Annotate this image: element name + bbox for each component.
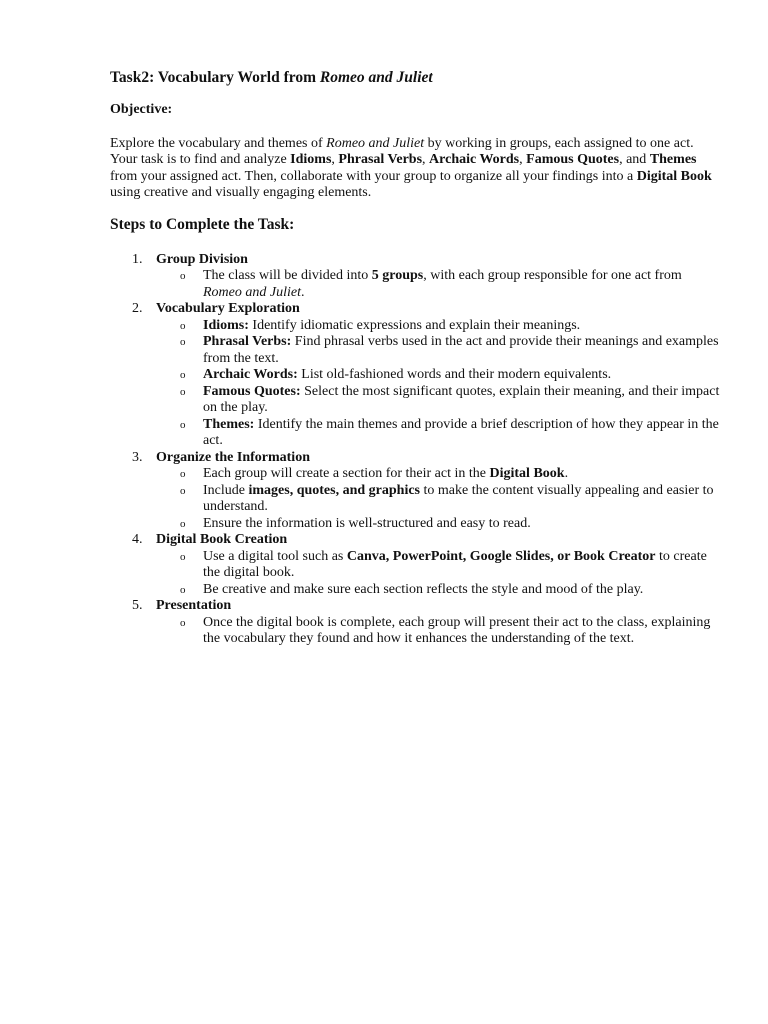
- step-title: Vocabulary Exploration: [156, 301, 300, 316]
- steps-list: [110, 252, 720, 648]
- sub-item: o The class will be divided into 5 groups, with each group responsible for one act from Romeo and Juliet.: [180, 268, 682, 300]
- bullet-icon: o: [180, 336, 186, 348]
- objective-paragraph: Explore the vocabulary and themes of Romeo and Juliet by working in groups, each assigned to one act. Your task is to find and analyze Idioms, Phrasal Verbs, Archaic Words, Famous Quotes, and Themes from your assigned act. Then, collaborate with your group to organize all your findings into a Digital Book using creative and visually engaging elements.: [110, 135, 712, 200]
- sub-list: [156, 615, 720, 648]
- step-number: 4.: [132, 532, 143, 547]
- step-title: Presentation: [156, 598, 232, 613]
- sub-item: o Phrasal Verbs: Find phrasal verbs used in the act and provide their meanings and examples from the text.: [180, 334, 719, 366]
- step-item: [110, 598, 720, 648]
- step-number: 5.: [132, 598, 143, 613]
- page-title: [110, 68, 720, 88]
- sub-list: [156, 549, 720, 599]
- bullet-icon: o: [180, 468, 186, 480]
- step-item: [110, 450, 720, 533]
- sub-item: o Archaic Words: List old-fashioned words and their modern equivalents.: [180, 367, 612, 382]
- document-page: [110, 68, 720, 648]
- step-item: [110, 301, 720, 450]
- bullet-icon: o: [180, 270, 186, 282]
- bullet-icon: o: [180, 517, 186, 530]
- sub-item: o Famous Quotes: Select the most significant quotes, explain their meaning, and their impact on the play.: [180, 383, 720, 415]
- step-number: 2.: [132, 301, 143, 316]
- bullet-icon: o: [180, 484, 186, 497]
- sub-item: o Each group will create a section for their act in the Digital Book.: [180, 466, 569, 481]
- title-text: Task2: Vocabulary World from: [110, 69, 320, 86]
- sub-list: [156, 466, 720, 532]
- sub-item: o Use a digital tool such as Canva, PowerPoint, Google Slides, or Book Creator to create the digital book.: [180, 548, 707, 580]
- bullet-icon: o: [180, 418, 186, 431]
- step-number: 1.: [132, 251, 143, 267]
- sub-item: o Be creative and make sure each section reflects the style and mood of the play.: [180, 581, 644, 597]
- sub-item: o Themes: Identify the main themes and provide a brief description of how they appear in the act.: [180, 416, 719, 448]
- sub-item: o Once the digital book is complete, each group will present their act to the class, explaining the vocabulary they found and how it enhances the understanding of the text.: [180, 614, 711, 646]
- bullet-icon: o: [180, 550, 186, 563]
- title-italic: Romeo and Juliet: [319, 69, 433, 86]
- steps-heading: Steps to Complete the Task:: [110, 215, 295, 233]
- bullet-icon: o: [180, 583, 186, 596]
- bullet-icon: o: [180, 616, 186, 629]
- sub-item: o Include images, quotes, and graphics to make the content visually appealing and easier to understand.: [180, 482, 714, 514]
- sub-item: o Idioms: Identify idiomatic expressions and explain their meanings.: [180, 317, 581, 333]
- step-title: Group Division: [156, 251, 248, 267]
- bullet-icon: o: [180, 385, 186, 398]
- sub-list: [156, 318, 720, 450]
- objective-heading: Objective:: [110, 102, 173, 117]
- step-title: Organize the Information: [156, 449, 310, 465]
- step-title: Digital Book Creation: [156, 532, 288, 547]
- bullet-icon: o: [180, 319, 186, 332]
- bullet-icon: o: [180, 369, 186, 381]
- step-item: [110, 252, 720, 302]
- step-item: [110, 532, 720, 598]
- sub-item: o Ensure the information is well-structured and easy to read.: [180, 515, 531, 531]
- sub-list: [156, 268, 720, 301]
- step-number: 3.: [132, 449, 143, 465]
